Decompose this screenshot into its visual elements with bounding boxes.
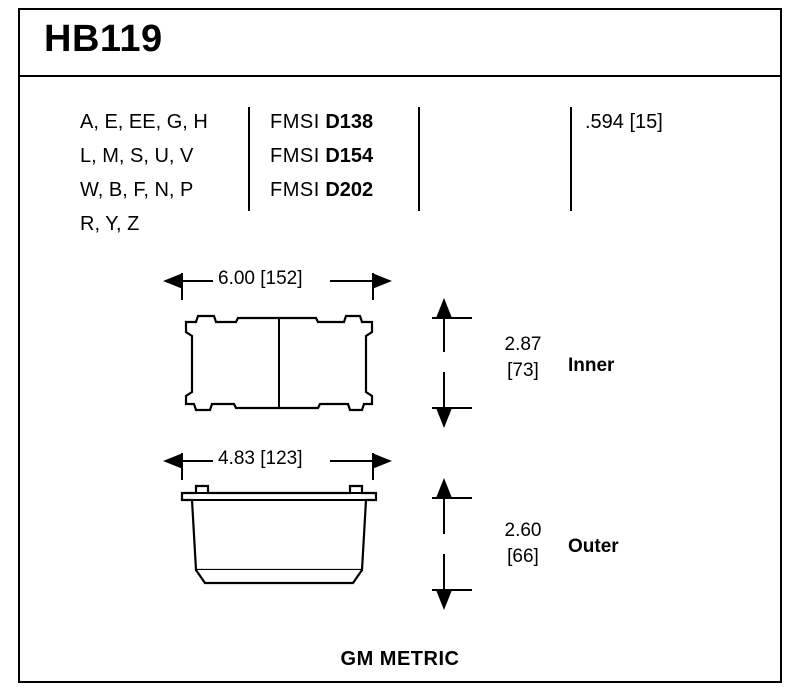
fmsi-row: [270, 105, 410, 139]
fmsi-label: FMSI: [270, 179, 320, 201]
compound-code-column: [80, 105, 245, 241]
compound-code-row: W, B, F, N, P: [80, 179, 194, 201]
inner-height-dimension: [488, 332, 558, 384]
outer-height-mm: [66]: [507, 546, 539, 567]
fmsi-label: FMSI: [270, 145, 320, 167]
fmsi-row: [270, 173, 410, 207]
compound-code-row: L, M, S, U, V: [80, 145, 194, 167]
fmsi-number: D154: [325, 145, 374, 167]
footer-title: GM METRIC: [340, 648, 460, 670]
fmsi-label: FMSI: [270, 111, 320, 133]
page-title: HB119: [44, 18, 163, 60]
codes-table: [80, 105, 705, 250]
inner-pad-label: Inner: [568, 355, 615, 376]
inner-width-dimension: 6.00 [152]: [218, 268, 303, 289]
outer-height-dimension: [488, 518, 558, 570]
table-divider-2: [418, 107, 420, 211]
outer-height-inches: 2.60: [504, 520, 542, 541]
fmsi-number: D202: [325, 179, 374, 201]
inner-height-mm: [73]: [507, 360, 539, 381]
fmsi-column: [270, 105, 410, 207]
header-divider: [20, 75, 780, 77]
table-divider-3: [570, 107, 572, 211]
fmsi-number: D138: [325, 111, 374, 133]
inner-height-inches: 2.87: [504, 334, 542, 355]
fmsi-row: [270, 139, 410, 173]
outer-width-dimension: 4.83 [123]: [218, 448, 303, 469]
thickness-value: .594 [15]: [585, 111, 663, 133]
compound-code-row: R, Y, Z: [80, 213, 140, 235]
table-divider-1: [248, 107, 250, 211]
compound-code-row: A, E, EE, G, H: [80, 111, 208, 133]
outer-pad-label: Outer: [568, 536, 619, 557]
